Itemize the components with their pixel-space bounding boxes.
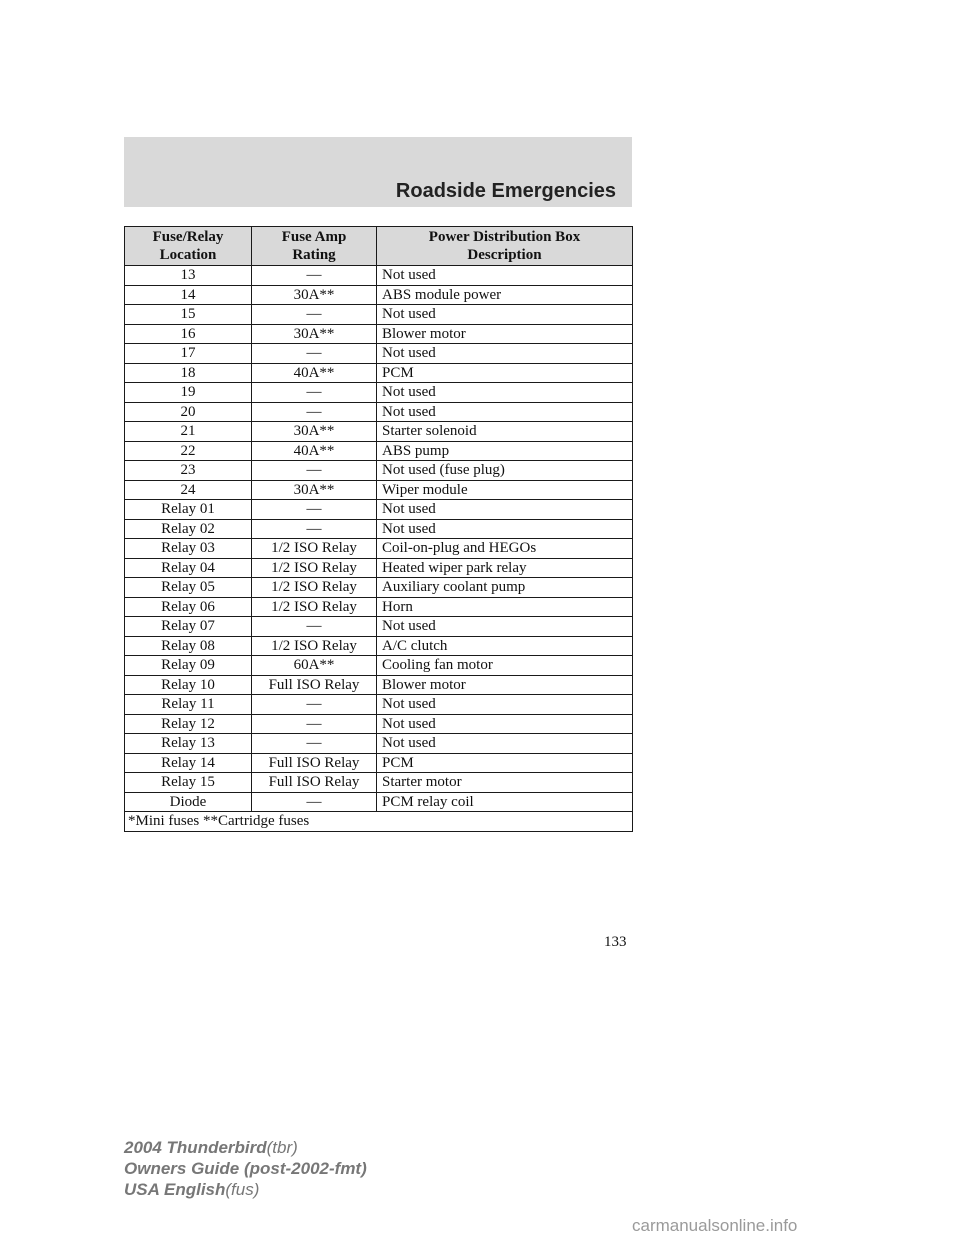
table-row: [125, 500, 633, 520]
cell-description: Blower motor: [377, 324, 633, 344]
cell-rating: Full ISO Relay: [252, 675, 377, 695]
table-row: [125, 266, 633, 286]
cell-rating: 40A**: [252, 363, 377, 383]
cell-rating: —: [252, 461, 377, 481]
cell-description: Not used: [377, 617, 633, 637]
cell-location: 20: [125, 402, 252, 422]
watermark: carmanualsonline.info: [632, 1216, 798, 1235]
cell-description: Cooling fan motor: [377, 656, 633, 676]
cell-location: 19: [125, 383, 252, 403]
cell-location: Diode: [125, 792, 252, 812]
cell-description: Not used: [377, 344, 633, 364]
table-row: [125, 344, 633, 364]
cell-description: Blower motor: [377, 675, 633, 695]
footer-line-model: [124, 1137, 367, 1158]
table-row: [125, 753, 633, 773]
cell-description: PCM relay coil: [377, 792, 633, 812]
table-row: [125, 383, 633, 403]
table-row: [125, 305, 633, 325]
cell-location: Relay 14: [125, 753, 252, 773]
table-row: [125, 539, 633, 559]
cell-location: 17: [125, 344, 252, 364]
footnote-row: [125, 812, 633, 832]
column-header-line: Fuse Amp: [281, 229, 347, 245]
cell-location: Relay 11: [125, 695, 252, 715]
column-header-line: Location: [159, 247, 217, 263]
footer-line-guide: [124, 1158, 367, 1179]
cell-rating: —: [252, 734, 377, 754]
cell-description: Horn: [377, 597, 633, 617]
column-header-rating: [252, 227, 377, 266]
cell-description: Not used: [377, 519, 633, 539]
cell-location: Relay 13: [125, 734, 252, 754]
section-title: Roadside Emergencies: [395, 180, 616, 202]
cell-rating: —: [252, 714, 377, 734]
table-row: [125, 714, 633, 734]
table-header: [125, 227, 633, 266]
cell-rating: 30A**: [252, 285, 377, 305]
document-footer: [124, 1137, 367, 1200]
cell-location: 14: [125, 285, 252, 305]
cell-location: Relay 06: [125, 597, 252, 617]
cell-location: Relay 07: [125, 617, 252, 637]
cell-rating: 1/2 ISO Relay: [252, 539, 377, 559]
cell-description: Not used: [377, 266, 633, 286]
cell-description: ABS pump: [377, 441, 633, 461]
cell-location: Relay 10: [125, 675, 252, 695]
header-row: [125, 227, 633, 266]
cell-description: Not used: [377, 695, 633, 715]
column-header-line: Description: [467, 247, 542, 263]
cell-description: Starter solenoid: [377, 422, 633, 442]
cell-description: Not used: [377, 383, 633, 403]
cell-rating: 40A**: [252, 441, 377, 461]
cell-description: PCM: [377, 753, 633, 773]
cell-description: PCM: [377, 363, 633, 383]
cell-description: ABS module power: [377, 285, 633, 305]
table-row: [125, 519, 633, 539]
footer-line-language: [124, 1179, 367, 1200]
cell-description: Not used: [377, 305, 633, 325]
table-row: [125, 734, 633, 754]
column-header-line: Power Distribution Box: [428, 229, 581, 245]
cell-rating: —: [252, 695, 377, 715]
table-row: [125, 578, 633, 598]
cell-location: 21: [125, 422, 252, 442]
cell-description: Not used: [377, 734, 633, 754]
table-row: [125, 422, 633, 442]
cell-rating: Full ISO Relay: [252, 753, 377, 773]
column-header-description: [377, 227, 633, 266]
cell-location: 24: [125, 480, 252, 500]
footer-model-code: (tbr): [266, 1138, 298, 1157]
table-row: [125, 363, 633, 383]
table-row: [125, 656, 633, 676]
cell-description: Not used: [377, 402, 633, 422]
cell-description: Auxiliary coolant pump: [377, 578, 633, 598]
cell-location: Relay 15: [125, 773, 252, 793]
table-row: [125, 636, 633, 656]
cell-rating: —: [252, 402, 377, 422]
column-header-location: [125, 227, 252, 266]
cell-location: Relay 09: [125, 656, 252, 676]
footer-guide: Owners Guide (post-2002-fmt): [124, 1159, 367, 1178]
footer-language-code: (fus): [225, 1180, 260, 1199]
table-row: [125, 324, 633, 344]
table-row: [125, 285, 633, 305]
cell-rating: 1/2 ISO Relay: [252, 558, 377, 578]
table-row: [125, 792, 633, 812]
cell-rating: 30A**: [252, 422, 377, 442]
cell-location: 16: [125, 324, 252, 344]
cell-rating: Full ISO Relay: [252, 773, 377, 793]
footer-model: 2004 Thunderbird: [124, 1138, 267, 1157]
table-row: [125, 597, 633, 617]
cell-location: Relay 05: [125, 578, 252, 598]
table-row: [125, 402, 633, 422]
table-row: [125, 675, 633, 695]
cell-location: 18: [125, 363, 252, 383]
cell-location: 13: [125, 266, 252, 286]
cell-location: 23: [125, 461, 252, 481]
cell-rating: 30A**: [252, 480, 377, 500]
cell-rating: —: [252, 266, 377, 286]
table-footnote: *Mini fuses **Cartridge fuses: [125, 812, 633, 832]
cell-rating: —: [252, 500, 377, 520]
cell-description: Heated wiper park relay: [377, 558, 633, 578]
cell-rating: 30A**: [252, 324, 377, 344]
cell-location: 15: [125, 305, 252, 325]
footer-language: USA English: [124, 1180, 226, 1199]
table-row: [125, 558, 633, 578]
cell-rating: 60A**: [252, 656, 377, 676]
cell-rating: —: [252, 792, 377, 812]
cell-description: Not used: [377, 500, 633, 520]
column-header-line: Fuse/Relay: [152, 229, 224, 245]
table-row: [125, 617, 633, 637]
cell-rating: —: [252, 519, 377, 539]
cell-rating: 1/2 ISO Relay: [252, 578, 377, 598]
cell-location: Relay 04: [125, 558, 252, 578]
cell-location: Relay 12: [125, 714, 252, 734]
cell-rating: —: [252, 617, 377, 637]
column-header-line: Rating: [292, 247, 336, 263]
table-row: [125, 461, 633, 481]
table-row: [125, 441, 633, 461]
page-number: 133: [604, 934, 627, 950]
cell-description: Wiper module: [377, 480, 633, 500]
table-body: [125, 266, 633, 812]
cell-description: Not used (fuse plug): [377, 461, 633, 481]
cell-location: Relay 08: [125, 636, 252, 656]
cell-location: Relay 03: [125, 539, 252, 559]
section-header-band: [124, 137, 632, 207]
cell-description: A/C clutch: [377, 636, 633, 656]
cell-rating: 1/2 ISO Relay: [252, 636, 377, 656]
fuse-relay-table: [124, 226, 633, 832]
cell-location: 22: [125, 441, 252, 461]
table-row: [125, 480, 633, 500]
cell-rating: —: [252, 344, 377, 364]
cell-rating: 1/2 ISO Relay: [252, 597, 377, 617]
cell-rating: —: [252, 383, 377, 403]
cell-description: Starter motor: [377, 773, 633, 793]
cell-location: Relay 02: [125, 519, 252, 539]
cell-location: Relay 01: [125, 500, 252, 520]
table-row: [125, 695, 633, 715]
table-row: [125, 773, 633, 793]
cell-description: Not used: [377, 714, 633, 734]
cell-rating: —: [252, 305, 377, 325]
cell-description: Coil-on-plug and HEGOs: [377, 539, 633, 559]
